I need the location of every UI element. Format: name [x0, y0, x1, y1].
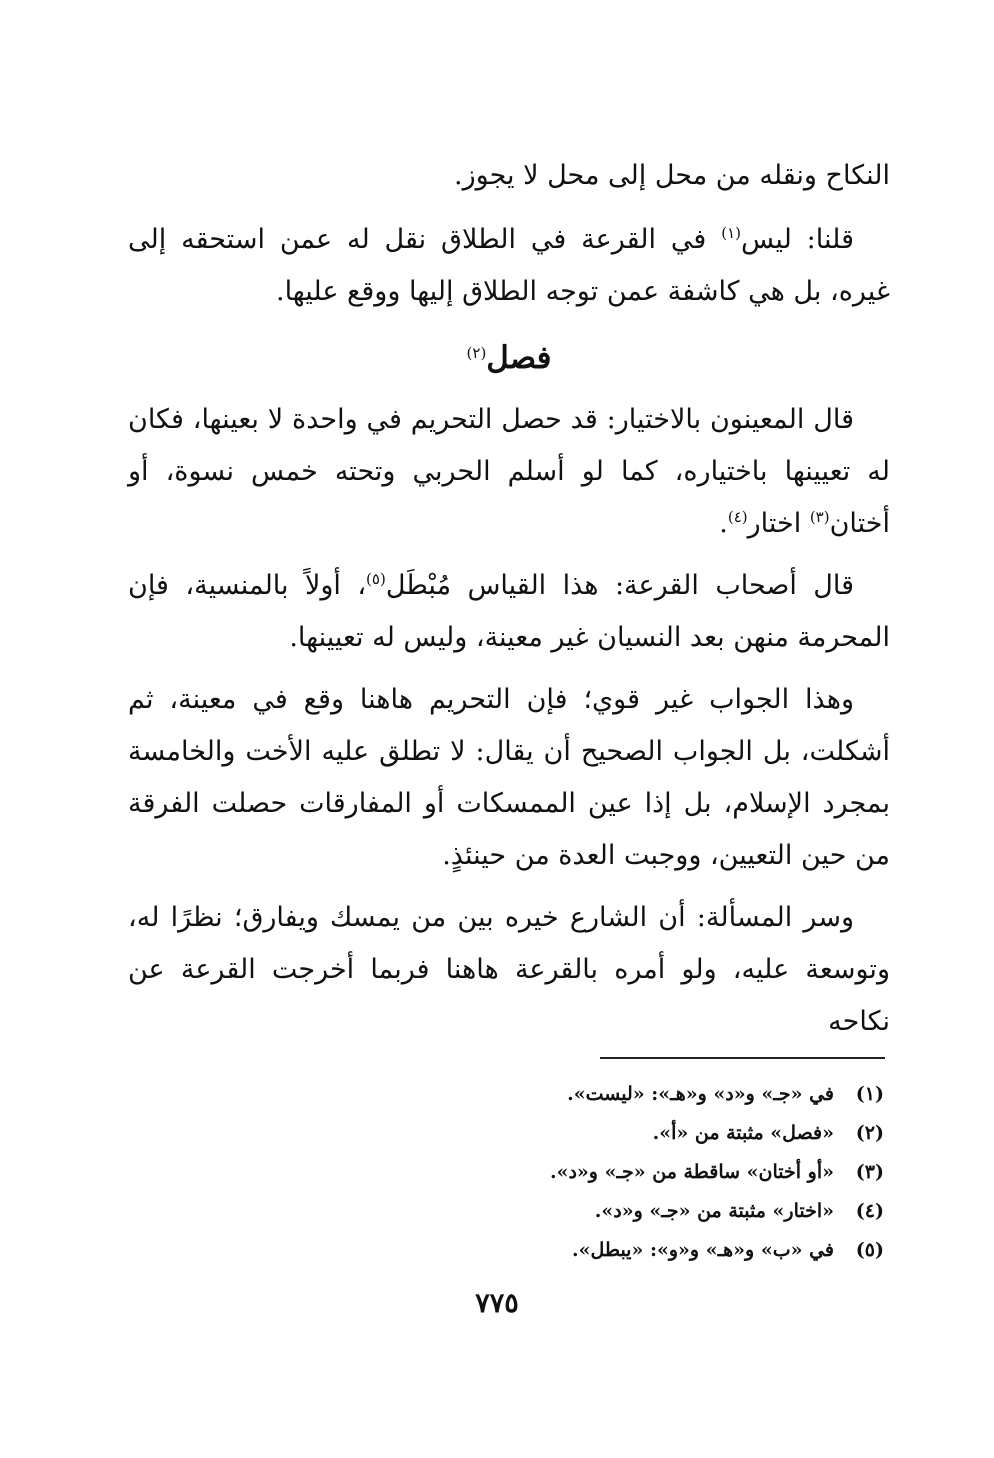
footnote-text: «اختار» مثبتة من «جـ» و«د».	[594, 1200, 834, 1222]
paragraph-2	[128, 394, 890, 550]
paragraph-text: قال أصحاب القرعة: هذا القياس مُبْطَل	[385, 570, 855, 601]
main-text	[128, 150, 890, 1058]
paragraph-text: وسر المسألة: أن الشارع خيره بين من يمسك ويفارق؛ نظرًا له، وتوسعة عليه، ولو أمره بالقرعة هاهنا فربما أخرجت القرعة عن نكاحه	[128, 902, 890, 1037]
footnote-item	[400, 1231, 884, 1270]
footnote-item	[400, 1114, 884, 1153]
footnote-item	[400, 1192, 884, 1231]
section-heading	[128, 328, 890, 388]
footnote-text: في «ب» و«هـ» و«و»: «يبطل».	[571, 1239, 834, 1261]
footnote-number: (٤)	[855, 1200, 884, 1222]
paragraph-text: قلنا: ليس	[741, 224, 854, 255]
paragraph-5	[128, 892, 890, 1048]
footnote-ref: (٣)	[809, 508, 830, 526]
footnotes	[400, 1075, 884, 1270]
paragraph-4	[128, 674, 890, 882]
footnote-text: في «جـ» و«د» و«هـ»: «ليست».	[567, 1083, 834, 1105]
paragraph-text: في القرعة في الطلاق نقل له عمن استحقه إلى غيره، بل هي كاشفة عمن توجه الطلاق إليها ووقع عليها.	[128, 224, 890, 307]
paragraph-text: قال المعينون بالاختيار: قد حصل التحريم في واحدة لا بعينها، فكان له تعيينها باختياره، كما لو أسلم الحربي وتحته خمس نسوة، أو أختان	[128, 404, 890, 539]
footnote-number: (٣)	[855, 1161, 884, 1183]
footnote-text: «فصل» مثبتة من «أ».	[652, 1122, 834, 1144]
paragraph-1	[128, 214, 890, 318]
footnote-ref: (٤)	[727, 508, 748, 526]
footnote-number: (٥)	[855, 1239, 884, 1261]
footnote-item	[400, 1075, 884, 1114]
page-number: ٧٧٥	[475, 1288, 519, 1319]
footnote-separator	[600, 1057, 885, 1059]
footnote-item	[400, 1153, 884, 1192]
paragraph-text: .	[719, 508, 728, 539]
paragraph-text: ، أولاً بالمنسية، فإن المحرمة منهن بعد النسيان غير معينة، وليس له تعيينها.	[128, 570, 890, 653]
paragraph-3	[128, 560, 890, 664]
footnote-number: (٢)	[855, 1122, 884, 1144]
footnote-ref: (٥)	[366, 570, 386, 588]
heading-text: فصل	[486, 340, 552, 376]
paragraph-text: وهذا الجواب غير قوي؛ فإن التحريم هاهنا وقع في معينة، ثم أشكلت، بل الجواب الصحيح أن يقال: لا تطلق عليه الأخت والخامسة بمجرد الإسلام، بل إذا عين الممسكات أو المفارقات حصلت الفرقة من حين التعيين، ووجبت العدة من حينئذٍ.	[128, 684, 890, 871]
footnote-text: «أو أختان» ساقطة من «جـ» و«د».	[549, 1161, 834, 1183]
paragraph-continuation	[128, 150, 890, 202]
footnote-ref: (٢)	[466, 344, 487, 362]
footnote-number: (١)	[855, 1083, 884, 1105]
paragraph-text: النكاح ونقله من محل إلى محل لا يجوز.	[454, 160, 890, 191]
footnote-ref: (١)	[721, 224, 741, 242]
paragraph-text: اختار	[747, 508, 810, 539]
